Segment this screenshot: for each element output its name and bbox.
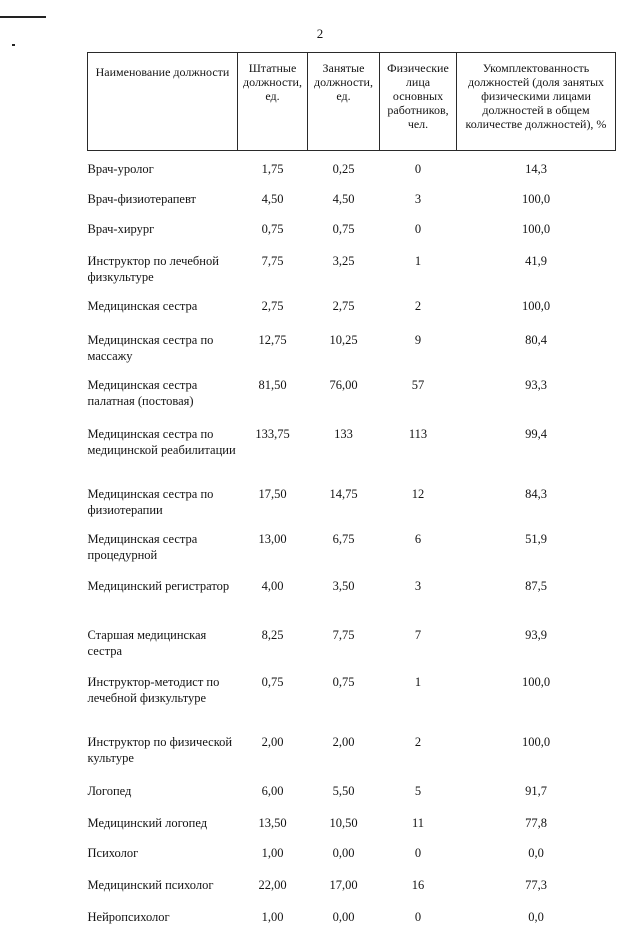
- staffing-percent-cell: 93,3: [525, 377, 547, 392]
- persons-cell: 0: [414, 162, 422, 176]
- staff-positions-cell: 0,75: [261, 221, 284, 236]
- table-row: [88, 482, 616, 529]
- header-staffing-percent: Укомплектованность должностей (доля занятых физическими лицами должностей в общем количестве должностей), %: [457, 53, 616, 151]
- staffing-percent-cell: 100,0: [521, 674, 551, 689]
- persons-cell: 1: [414, 253, 422, 268]
- staffing-percent-cell: 0,0: [528, 909, 544, 924]
- staffing-table: [87, 52, 616, 939]
- position-name-cell: Медицинская сестра по физиотерапии: [87, 486, 214, 517]
- table-row: [88, 576, 616, 623]
- occupied-positions-cell: 6,75: [332, 531, 355, 546]
- header-occupied-positions: Занятые должности, ед.: [308, 53, 380, 151]
- occupied-positions-cell: 0,75: [332, 221, 355, 236]
- position-name-cell: Инструктор по лечебной физкультуре: [87, 253, 219, 284]
- table-row: [88, 875, 616, 907]
- staffing-percent-cell: 87,5: [525, 578, 547, 593]
- position-name-cell: Медицинская сестра по массажу: [87, 332, 214, 363]
- staffing-percent-cell: 77,8: [525, 815, 547, 830]
- persons-cell: 3: [414, 578, 422, 593]
- occupied-positions-cell: 3,50: [332, 578, 355, 593]
- staff-positions-cell: 4,50: [261, 191, 284, 206]
- staff-positions-cell: 1,75: [261, 162, 284, 176]
- table-row: [88, 670, 616, 732]
- table-row: [88, 183, 616, 215]
- staffing-percent-cell: 51,9: [525, 531, 547, 546]
- table-row: [88, 811, 616, 843]
- staff-positions-cell: 2,00: [261, 734, 284, 749]
- staff-positions-cell: 22,00: [258, 877, 287, 892]
- staff-positions-cell: 7,75: [261, 253, 284, 268]
- staff-positions-cell: 1,00: [261, 909, 284, 924]
- position-name-cell: Инструктор по физической культуре: [87, 734, 233, 765]
- persons-cell: 7: [414, 627, 422, 642]
- persons-cell: 6: [414, 531, 422, 546]
- occupied-positions-cell: 133: [334, 426, 353, 441]
- position-name-cell: Медицинская сестра процедурной: [87, 531, 198, 562]
- occupied-positions-cell: 76,00: [329, 377, 358, 392]
- occupied-positions-cell: 10,50: [329, 815, 358, 830]
- position-name-cell: Медицинская сестра палатная (постовая): [87, 377, 198, 408]
- persons-cell: 0: [414, 221, 422, 236]
- position-name-cell: Врач-хирург: [87, 221, 155, 236]
- position-name-cell: Врач-физиотерапевт: [87, 191, 197, 206]
- persons-cell: 9: [414, 332, 422, 347]
- occupied-positions-cell: 3,25: [332, 253, 355, 268]
- table-row: [88, 294, 616, 326]
- occupied-positions-cell: 0,00: [332, 909, 355, 924]
- position-name-cell: Логопед: [87, 783, 132, 798]
- occupied-positions-cell: 5,50: [332, 783, 355, 798]
- occupied-positions-cell: 0,25: [332, 162, 355, 176]
- staffing-percent-cell: 100,0: [521, 734, 551, 749]
- persons-cell: 0: [414, 909, 422, 924]
- position-name-cell: Медицинский регистратор: [87, 578, 230, 593]
- position-name-cell: Медицинский логопед: [87, 815, 208, 830]
- table-row: [88, 247, 616, 294]
- occupied-positions-cell: 7,75: [332, 627, 355, 642]
- persons-cell: 2: [414, 734, 422, 749]
- occupied-positions-cell: 10,25: [329, 332, 358, 347]
- staffing-percent-cell: 93,9: [525, 627, 547, 642]
- staffing-percent-cell: 99,4: [525, 426, 547, 441]
- staff-positions-cell: 6,00: [261, 783, 284, 798]
- occupied-positions-cell: 2,00: [332, 734, 355, 749]
- occupied-positions-cell: 17,00: [329, 877, 358, 892]
- staff-positions-cell: 17,50: [258, 486, 287, 501]
- staff-positions-cell: 4,00: [261, 578, 284, 593]
- table-row: [88, 373, 616, 420]
- position-name-cell: Нейропсихолог: [87, 909, 170, 924]
- persons-cell: 16: [411, 877, 425, 892]
- staff-positions-cell: 81,50: [258, 377, 287, 392]
- staffing-percent-cell: 80,4: [525, 332, 547, 347]
- table-row: [88, 420, 616, 482]
- occupied-positions-cell: 14,75: [329, 486, 358, 501]
- staff-positions-cell: 8,25: [261, 627, 284, 642]
- staffing-percent-cell: 84,3: [525, 486, 547, 501]
- position-name-cell: Врач-уролог: [87, 162, 154, 176]
- staffing-percent-cell: 0,0: [528, 845, 544, 860]
- persons-cell: 113: [408, 426, 428, 441]
- staffing-percent-cell: 41,9: [525, 253, 547, 268]
- position-name-cell: Старшая медицинская сестра: [87, 627, 207, 658]
- header-staff-positions: Штатные должности, ед.: [238, 53, 308, 151]
- table-row: [88, 623, 616, 670]
- table-row: [88, 326, 616, 373]
- occupied-positions-cell: 0,00: [332, 845, 355, 860]
- scan-artifact-line: [0, 16, 46, 18]
- staff-positions-cell: 12,75: [258, 332, 287, 347]
- header-persons: Физические лица основных работников, чел.: [380, 53, 457, 151]
- page-number: 2: [316, 26, 324, 41]
- persons-cell: 12: [411, 486, 425, 501]
- persons-cell: 0: [414, 845, 422, 860]
- persons-cell: 57: [411, 377, 425, 392]
- persons-cell: 1: [414, 674, 422, 689]
- persons-cell: 11: [411, 815, 425, 830]
- table-row: [88, 779, 616, 811]
- staffing-percent-cell: 100,0: [521, 298, 551, 313]
- table-row: [88, 732, 616, 779]
- scan-artifact-dot: [12, 44, 15, 46]
- staff-positions-cell: 13,00: [258, 531, 287, 546]
- occupied-positions-cell: 4,50: [332, 191, 355, 206]
- position-name-cell: Инструктор-методист по лечебной физкультуре: [87, 674, 220, 705]
- staffing-percent-cell: 91,7: [525, 783, 547, 798]
- staffing-percent-cell: 77,3: [525, 877, 547, 892]
- table-row: [88, 907, 616, 939]
- staffing-percent-cell: 14,3: [525, 162, 547, 176]
- position-name-cell: Психолог: [87, 845, 139, 860]
- staff-positions-cell: 1,00: [261, 845, 284, 860]
- header-position-name: Наименование должности: [88, 53, 238, 151]
- position-name-cell: Медицинский психолог: [87, 877, 214, 892]
- staff-positions-cell: 133,75: [255, 426, 290, 441]
- staff-positions-cell: 13,50: [258, 815, 287, 830]
- table-row: [88, 529, 616, 576]
- persons-cell: 3: [414, 191, 422, 206]
- table-header-row: [88, 53, 616, 151]
- position-name-cell: Медицинская сестра по медицинской реабилитации: [87, 426, 236, 457]
- persons-cell: 5: [414, 783, 422, 798]
- table-row: [88, 843, 616, 875]
- position-name-cell: Медицинская сестра: [87, 298, 198, 313]
- occupied-positions-cell: 2,75: [332, 298, 355, 313]
- staff-positions-cell: 2,75: [261, 298, 284, 313]
- staffing-percent-cell: 100,0: [521, 221, 551, 236]
- persons-cell: 2: [414, 298, 422, 313]
- staff-positions-cell: 0,75: [261, 674, 284, 689]
- staffing-percent-cell: 100,0: [521, 191, 551, 206]
- table-row: [88, 215, 616, 247]
- occupied-positions-cell: 0,75: [332, 674, 355, 689]
- table-row: [88, 151, 616, 183]
